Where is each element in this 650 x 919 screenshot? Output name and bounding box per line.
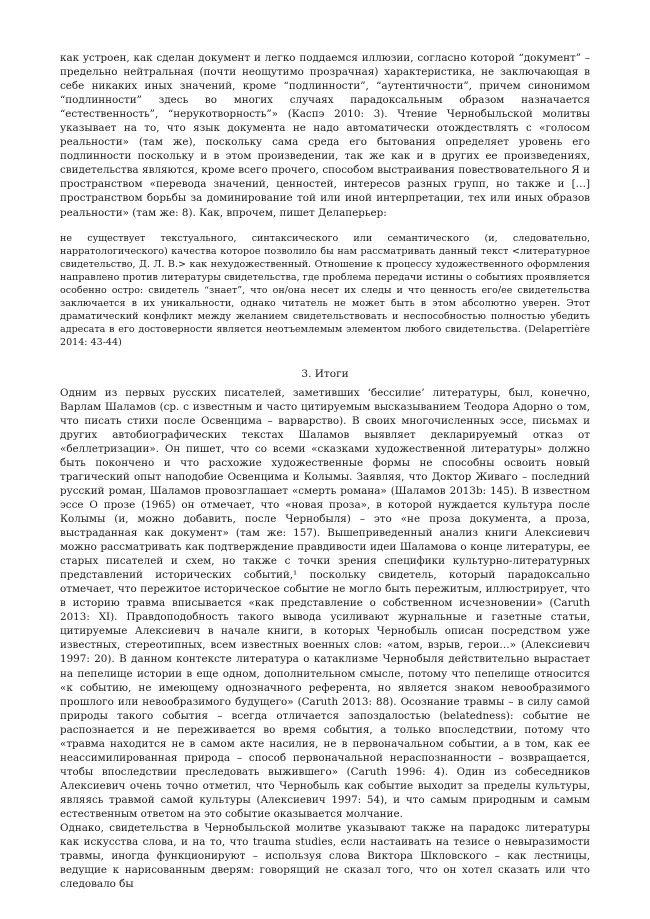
body-paragraph: Однако, свидетельства в Чернобыльской молитве указывают также на парадокс литературы как искусства слова, и на то, что trauma studies, если настаивать на тезисе о невыразимости травмы, иногда функционируют – используя слова Виктора Шкловского – как лестницы, ведущие к нарисованным дверям: говорящий не сказал того, что он хотел сказать или что следовало бы (60, 822, 590, 891)
body-paragraph: как устроен, как сделан документ и легко поддаемся иллюзии, согласно которой “документ” – предельно нейтральная (почти неощутимо прозрачная) характеристика, не заключающая в себе никаких иных значений, кроме “подлинности”, “аутентичности”, причем синонимом “подлинности” здесь во многих случаях парадоксальным образом назначается “естественность”, “нерукотворность”» (Кaспэ 2010: 3). Чтение Чернобыльской молитвы указывает на то, что язык документа не надо автоматически отождествлять с «голосом реальности» (там же), поскольку сама среда его бытования определяет уровень его подлинности поскольку и в этом произведении, так же как и в других ее произведениях, свидетельства являются, кроме всего прочего, способом выстраивания повествовательного Я и пространством «перевода значений, ценностей, интересов разных групп, но также и […] пространством борьбы за доминирование той или иной интерпретации, тех или иных образов реальности» (там же: 8). Как, впрочем, пишет Делаперьер: (60, 52, 590, 219)
body-paragraph: Одним из первых русских писателей, заметивших ‘бессилие’ литературы, был, конечно, Варлам Шаламов (ср. с известным и часто цитируемым высказыванием Теодора Адорно о том, что писать стихи после Освенцима – варварство). В своих многочисленных эссе, письмах и других автобиографических текстах Шаламов выявляет декларируемый отказ от «беллетризации». Он пишет, что со всеми «сказками художественной литературы» должно быть покончено и что расхожие художественные формы не способны освоить новый трагический опыт наподобие Освенцима и Колымы. Заявляя, что Доктор Живаго – последний русский роман, Шаламов провозглашает «смерть романа» (Шaлaмов 2013b: 145). В известном эссе О прозе (1965) он отмечает, что «новая проза», в которой нуждается культура после Колымы (и, можно добавить, после Чернобыля) – это «не проза документа, а проза, выстраданная как документ» (там же: 157). Вышеприведенный анализ книги Алексиевич можно рассматривать как подтверждение правдивости идеи Шаламова о конце литературы, ее старых писателей и схем, но также с точки зрения специфики культурно-литературных представлений исторических событий,¹ поскольку свидетель, который парадоксально отмечает, что пережитое историческое событие не могло быть пережитым, иллюстрирует, что в историю травма вписывается «как представление о собственном исчезновении» (Caruth 2013: XI). Правдоподобность такого вывода усиливают журнальные и газетные статьи, цитируемые Алексиевич в начале книги, в которых Чернобыль описан посредством уже известных, стереотипных, всем известных военных слов: «атом, взрыв, герои…» (Aлексиевич 1997: 20). В данном контексте литература о катаклизме Чернобыля действительно вырастает на пепелище истории в еще одном, дополнительном смысле, потому что пепелище относится «к событию, не имеющему однозначного референта, но является знаком невообразимого прошлого или невообразимого будущего» (Caruth 2013: 88). Осознание травмы – в силу самой природы такого события – всегда отличается запоздалостью (belatedness): событие не распознается и не переживается во время события, а только впоследствии, потому что «травма находится не в самом акте насилия, не в первоначальном событии, а в том, как ее неассимилированная природа – способ первоначальной нераспознанности – возвращается, чтобы впоследствии преследовать выжившего» (Caruth 1996: 4). Один из собеседников Алексиевич очень точно отметил, что Чернобыль как событие выходит за пределы культуры, являясь травмой самой культуры (Aлексиевич 1997: 54), и что самым природным и самым естественным ответом на это событие оказывается молчание. (60, 386, 590, 820)
block-quote: не существует текстуального, синтаксического или семантического (и, следовательно, нарратологического) качества которое позволило бы нам рассматривать данный текст <литературное свидетельство, Д. Л. В.> как нехудожественный. Отношение к процессу художественного оформления направлено против литературы свидетельства, где проблема передачи истины о событиях проявляется особенно остро: свидетель “знает”, что он/она несет их следы и что ценность его/ее свидетельства заключается в их уникальности, однако читатель не может быть в этом абсолютно уверен. Этот драматический конфликт между желанием свидетельствовать и неспособностью полностью убедить адресата в его достоверности является неотъемлемым элементом любого свидетельства. (Delaperrière 2014: 43-44) (60, 232, 590, 348)
section-heading: 3. Итоги (301, 367, 349, 380)
